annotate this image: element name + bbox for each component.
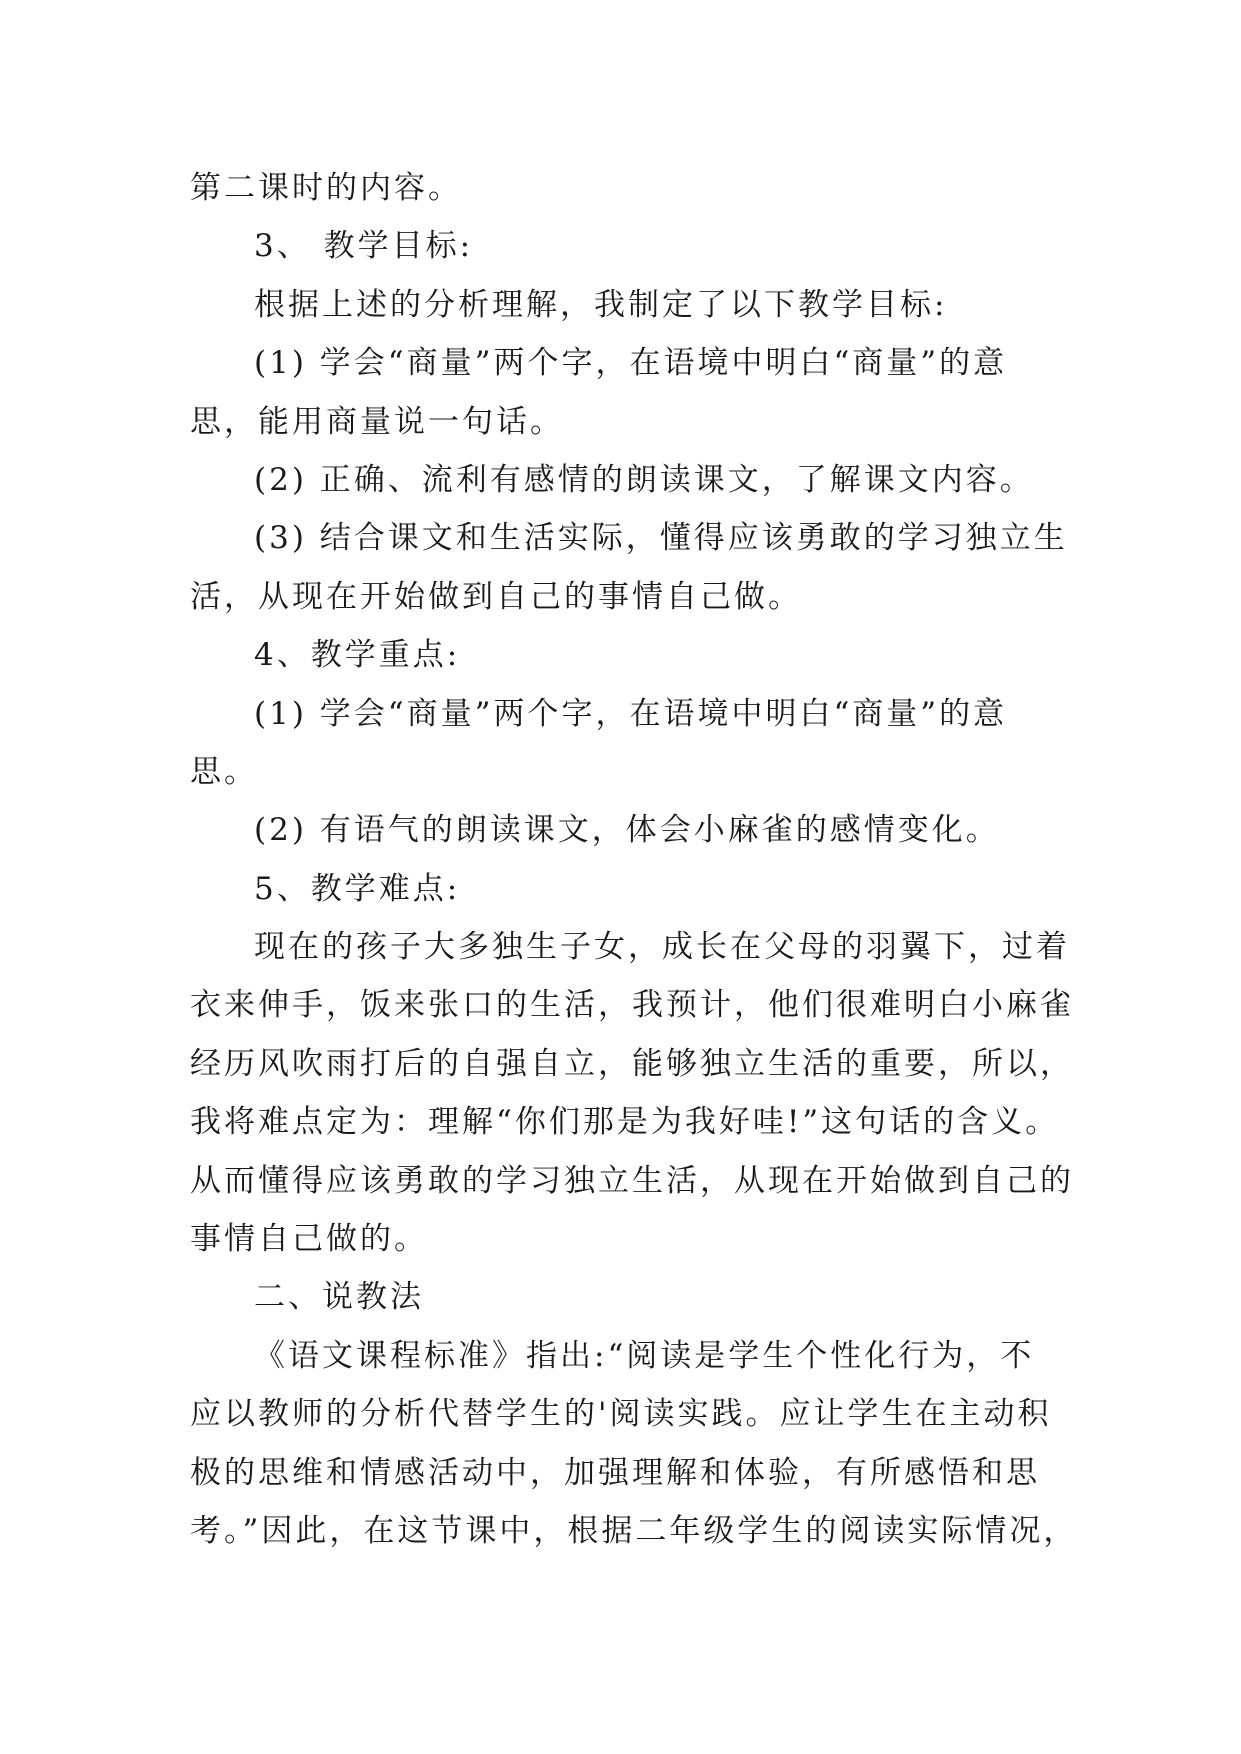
paragraph-line: 考。”因此，在这节课中，根据二年级学生的阅读实际情况， <box>190 1512 1078 1549</box>
paragraph-line: 第二课时的内容。 <box>190 170 462 206</box>
document-body <box>190 159 1078 1560</box>
paragraph-line: 从而懂得应该勇敢的学习独立生活，从现在开始做到自己的 <box>190 1162 1074 1199</box>
section-heading: 4、教学重点: <box>254 637 461 674</box>
section-heading: 二、说教法 <box>254 1279 424 1316</box>
paragraph-line: 《语文课程标准》指出:“阅读是学生个性化行为，不 <box>254 1337 1035 1374</box>
paragraph-line: 根据上述的分析理解，我制定了以下教学目标: <box>254 286 948 323</box>
paragraph-line: 思，能用商量说一句话。 <box>190 403 564 440</box>
paragraph-line: (3) 结合课文和生活实际，懂得应该勇敢的学习独立生 <box>254 520 1068 557</box>
paragraph-line: 现在的孩子大多独生子女，成长在父母的羽翼下，过着 <box>254 929 1070 966</box>
paragraph-line: 经历风吹雨打后的自强自立，能够独立生活的重要，所以， <box>190 1045 1074 1082</box>
paragraph-line: 事情自己做的。 <box>190 1221 428 1258</box>
paragraph-line: (1) 学会“商量”两个字，在语境中明白“商量”的意 <box>254 695 1008 732</box>
paragraph-line: 极的思维和情感活动中，加强理解和体验，有所感悟和思 <box>190 1454 1040 1491</box>
section-heading: 3、 教学目标: <box>254 228 474 265</box>
paragraph-line: 应以教师的分析代替学生的'阅读实践。应让学生在主动积 <box>190 1396 1052 1433</box>
paragraph-line: (2) 有语气的朗读课文，体会小麻雀的感情变化。 <box>254 812 1000 849</box>
paragraph-line: (1) 学会“商量”两个字，在语境中明白“商量”的意 <box>254 345 1008 382</box>
paragraph-line: 我将难点定为：理解“你们那是为我好哇!”这句话的含义。 <box>190 1104 1060 1141</box>
paragraph-line: 活，从现在开始做到自己的事情自己做。 <box>190 578 802 615</box>
paragraph-line: 思。 <box>190 753 258 790</box>
section-heading: 5、教学难点: <box>254 870 461 907</box>
paragraph-line: (2) 正确、流利有感情的朗读课文，了解课文内容。 <box>254 461 1034 498</box>
paragraph-line: 衣来伸手，饭来张口的生活，我预计，他们很难明白小麻雀 <box>190 987 1074 1024</box>
